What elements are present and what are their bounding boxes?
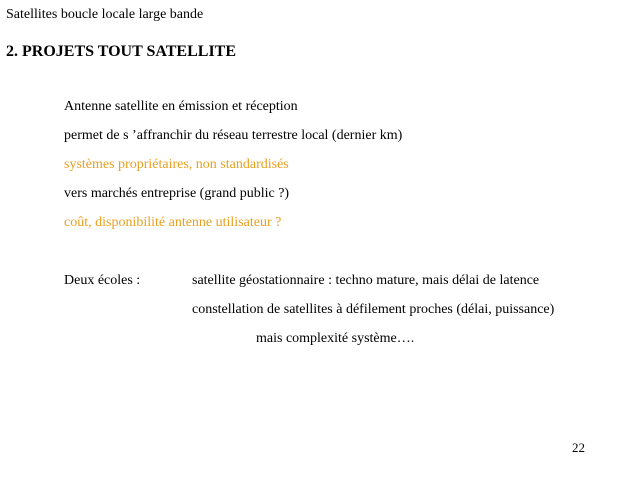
ecoles-label: Deux écoles :	[64, 273, 141, 288]
bullet-line-1: Antenne satellite en émission et réception	[64, 99, 298, 114]
section-title: 2. PROJETS TOUT SATELLITE	[6, 43, 237, 60]
slide-header: Satellites boucle locale large bande	[6, 7, 204, 22]
page-number: 22	[572, 440, 585, 455]
bullet-line-2: permet de s ’affranchir du réseau terrestre local (dernier km)	[64, 128, 403, 143]
ecole-item-1: satellite géostationnaire : techno mature, mais délai de latence	[192, 273, 540, 288]
bullet-line-5: coût, disponibilité antenne utilisateur ?	[64, 215, 282, 230]
bullet-line-3: systèmes propriétaires, non standardisés	[64, 157, 289, 172]
ecole-item-2: constellation de satellites à défilement proches (délai, puissance)	[192, 302, 555, 317]
ecole-item-3: mais complexité système….	[256, 331, 415, 346]
bullet-line-4: vers marchés entreprise (grand public ?)	[64, 186, 290, 201]
